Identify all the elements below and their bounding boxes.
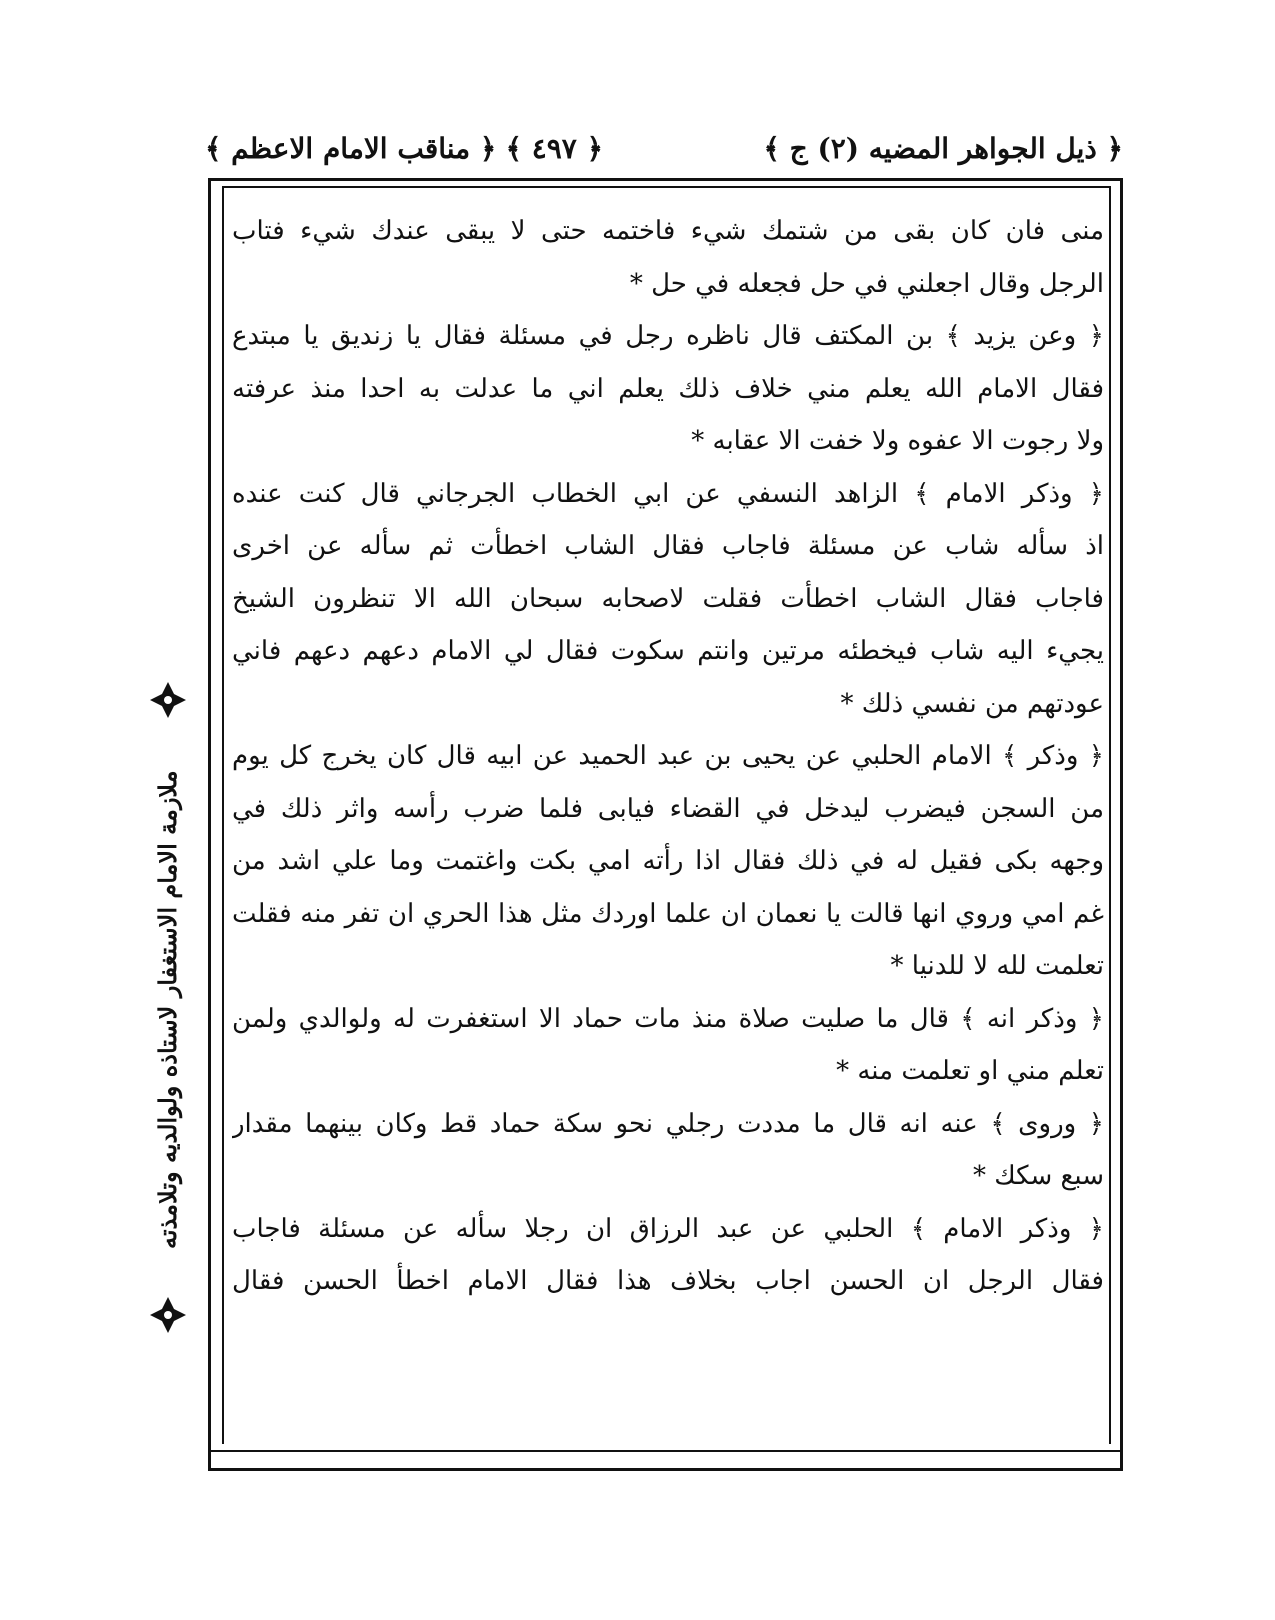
bottom-rule: [208, 1450, 1123, 1452]
header-book-title: ﴿ ذيل الجواهر المضيه (٢) ج ﴾: [763, 132, 1123, 165]
text-line: وجهه بكى فقيل له في ذلك فقال اذا رأته امي بكت واغتمت وما علي اشد من: [232, 846, 1104, 876]
text-line: فاجاب فقال الشاب اخطأت فقلت لاصحابه سبحان الله الا تنظرون الشيخ: [232, 583, 1104, 614]
text-line: ﴿ وذكر الامام ﴾ الحلبي عن عبد الرزاق ان رجلا سأله عن مسئلة فاجاب: [232, 1213, 1104, 1244]
text-line: تعلم مني او تعلمت منه *: [836, 1056, 1104, 1086]
ornament-icon: [148, 1295, 188, 1335]
text-line: ﴿ وذكر الامام ﴾ الزاهد النسفي عن ابي الخطاب الجرجاني قال كنت عنده: [232, 478, 1104, 509]
text-line: فقال الرجل ان الحسن اجاب بخلاف هذا فقال الامام اخطأ الحسن فقال: [232, 1266, 1104, 1296]
bottom-rule: [208, 1468, 1123, 1471]
text-line: ﴿ وعن يزيد ﴾ بن المكتف قال ناظره رجل في مسئلة فقال يا زنديق يا مبتدع: [232, 321, 1104, 351]
running-header: [205, 132, 1123, 172]
text-line: عودتهم من نفسي ذلك *: [840, 688, 1104, 719]
text-line: ﴿ وروى ﴾ عنه انه قال ما مددت رجلي نحو سكة حماد قط وكان بينهما مقدار: [232, 1108, 1104, 1139]
text-line: سبع سكك *: [972, 1161, 1104, 1191]
header-section-title: ﴿ مناقب الامام الاعظم ﴾: [205, 132, 497, 165]
text-line: ﴿ وذكر ﴾ الامام الحلبي عن يحيى بن عبد الحميد عن ابيه قال كان يخرج كل يوم: [232, 741, 1104, 771]
text-line: غم امي وروي انها قالت يا نعمان ان علما اوردك مثل هذا الحري ان تفر منه فقلت: [232, 898, 1104, 929]
body-text: [232, 205, 1104, 1308]
text-line: الرجل وقال اجعلني في حل فجعله في حل *: [629, 268, 1104, 299]
text-line: منى فان كان بقى من شتمك شيء فاختمه حتى لا يبقى عندك شيء فتاب: [232, 216, 1104, 246]
text-line: يجيء اليه شاب فيخطئه مرتين وانتم سكوت فقال لي الامام دعهم دعهم فاني: [232, 636, 1104, 666]
text-line: ولا رجوت الا عفوه ولا خفت الا عقابه *: [691, 426, 1104, 456]
text-line: تعلمت لله لا للدنيا *: [890, 951, 1104, 981]
text-line: اذ سأله شاب عن مسئلة فاجاب فقال الشاب اخطأت ثم سأله عن اخرى: [232, 531, 1104, 561]
text-line: من السجن فيضرب ليدخل في القضاء فيابى فلما ضرب رأسه واثر ذلك في: [232, 793, 1104, 824]
text-line: ﴿ وذكر انه ﴾ قال ما صليت صلاة منذ مات حماد الا استغفرت له ولوالدي ولمن: [232, 1003, 1104, 1034]
text-line: فقال الامام الله يعلم مني خلاف ذلك يعلم اني ما عدلت به احدا منذ عرفته: [232, 373, 1104, 404]
page-number: ﴿ ٤٩٧ ﴾: [505, 132, 603, 165]
margin-note: ملازمة الامام الاستغفار لاستاذه ولوالديه وتلامذته: [153, 770, 182, 1250]
